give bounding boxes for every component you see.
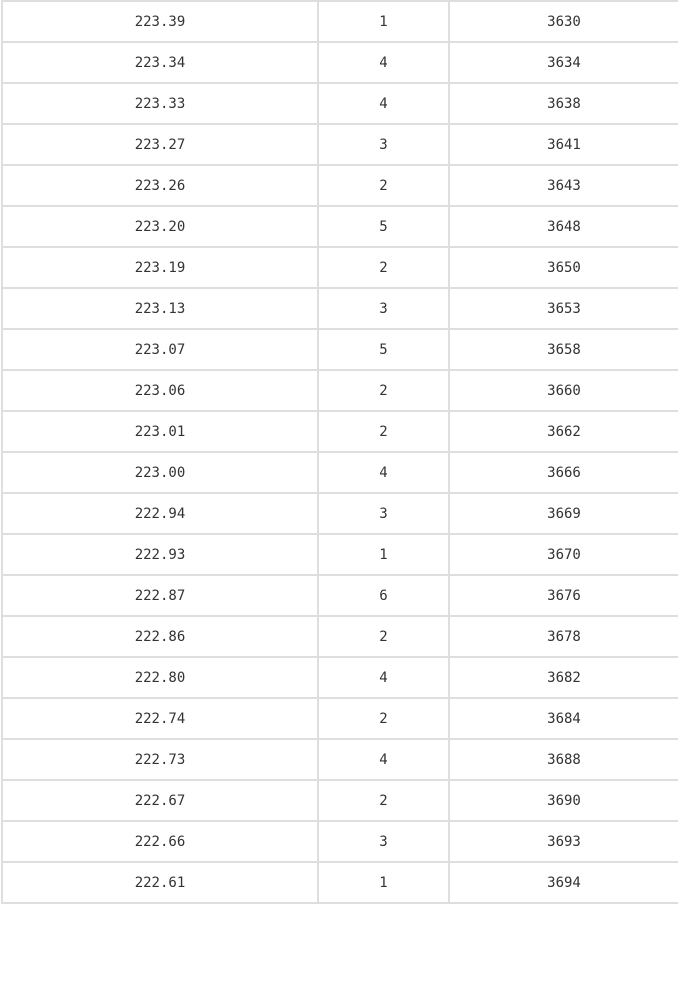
table-row (2, 42, 678, 83)
table-row (2, 862, 678, 903)
count-cell: 3 (318, 493, 449, 534)
cumulative-cell: 3658 (449, 329, 678, 370)
score-cell: 222.86 (2, 616, 318, 657)
cumulative-cell: 3630 (449, 1, 678, 42)
cumulative-cell: 3650 (449, 247, 678, 288)
cumulative-cell: 3670 (449, 534, 678, 575)
table-row (2, 329, 678, 370)
count-cell: 4 (318, 739, 449, 780)
cumulative-cell: 3660 (449, 370, 678, 411)
score-cell: 222.93 (2, 534, 318, 575)
count-cell: 2 (318, 165, 449, 206)
table-row (2, 657, 678, 698)
count-cell: 3 (318, 124, 449, 165)
count-cell: 3 (318, 288, 449, 329)
count-cell: 4 (318, 452, 449, 493)
count-cell: 5 (318, 206, 449, 247)
score-cell: 223.34 (2, 42, 318, 83)
cumulative-cell: 3676 (449, 575, 678, 616)
count-cell: 5 (318, 329, 449, 370)
score-cell: 222.80 (2, 657, 318, 698)
score-cell: 222.73 (2, 739, 318, 780)
count-cell: 4 (318, 42, 449, 83)
table-row (2, 124, 678, 165)
cumulative-cell: 3662 (449, 411, 678, 452)
table-row (2, 370, 678, 411)
score-cell: 222.74 (2, 698, 318, 739)
count-cell: 3 (318, 821, 449, 862)
score-cell: 222.94 (2, 493, 318, 534)
cumulative-cell: 3669 (449, 493, 678, 534)
score-cell: 223.00 (2, 452, 318, 493)
count-cell: 2 (318, 370, 449, 411)
cumulative-cell: 3678 (449, 616, 678, 657)
table-row (2, 247, 678, 288)
table-row (2, 83, 678, 124)
table-row (2, 821, 678, 862)
count-cell: 2 (318, 698, 449, 739)
score-cell: 223.39 (2, 1, 318, 42)
score-cell: 223.20 (2, 206, 318, 247)
score-cell: 223.01 (2, 411, 318, 452)
score-cell: 223.07 (2, 329, 318, 370)
score-cell: 223.26 (2, 165, 318, 206)
cumulative-cell: 3694 (449, 862, 678, 903)
score-cell: 223.27 (2, 124, 318, 165)
score-cell: 223.13 (2, 288, 318, 329)
count-cell: 2 (318, 616, 449, 657)
table-row (2, 698, 678, 739)
count-cell: 1 (318, 1, 449, 42)
table-row (2, 1, 678, 42)
table-row (2, 411, 678, 452)
cumulative-cell: 3638 (449, 83, 678, 124)
table-row (2, 452, 678, 493)
cumulative-cell: 3682 (449, 657, 678, 698)
cumulative-cell: 3688 (449, 739, 678, 780)
cumulative-cell: 3634 (449, 42, 678, 83)
count-cell: 1 (318, 534, 449, 575)
score-cell: 222.66 (2, 821, 318, 862)
count-cell: 2 (318, 247, 449, 288)
count-cell: 1 (318, 862, 449, 903)
table-row (2, 206, 678, 247)
count-cell: 6 (318, 575, 449, 616)
table-row (2, 165, 678, 206)
count-cell: 4 (318, 83, 449, 124)
table-row (2, 575, 678, 616)
score-cell: 223.33 (2, 83, 318, 124)
score-cell: 222.67 (2, 780, 318, 821)
table-body (2, 1, 678, 903)
cumulative-cell: 3648 (449, 206, 678, 247)
score-cell: 222.61 (2, 862, 318, 903)
cumulative-cell: 3641 (449, 124, 678, 165)
cumulative-cell: 3666 (449, 452, 678, 493)
table-row (2, 534, 678, 575)
table-row (2, 493, 678, 534)
score-table (1, 0, 678, 904)
cumulative-cell: 3684 (449, 698, 678, 739)
table-row (2, 739, 678, 780)
table-row (2, 616, 678, 657)
count-cell: 4 (318, 657, 449, 698)
cumulative-cell: 3690 (449, 780, 678, 821)
score-cell: 223.06 (2, 370, 318, 411)
table-row (2, 780, 678, 821)
score-cell: 222.87 (2, 575, 318, 616)
cumulative-cell: 3653 (449, 288, 678, 329)
cumulative-cell: 3693 (449, 821, 678, 862)
score-cell: 223.19 (2, 247, 318, 288)
cumulative-cell: 3643 (449, 165, 678, 206)
table-row (2, 288, 678, 329)
count-cell: 2 (318, 411, 449, 452)
count-cell: 2 (318, 780, 449, 821)
